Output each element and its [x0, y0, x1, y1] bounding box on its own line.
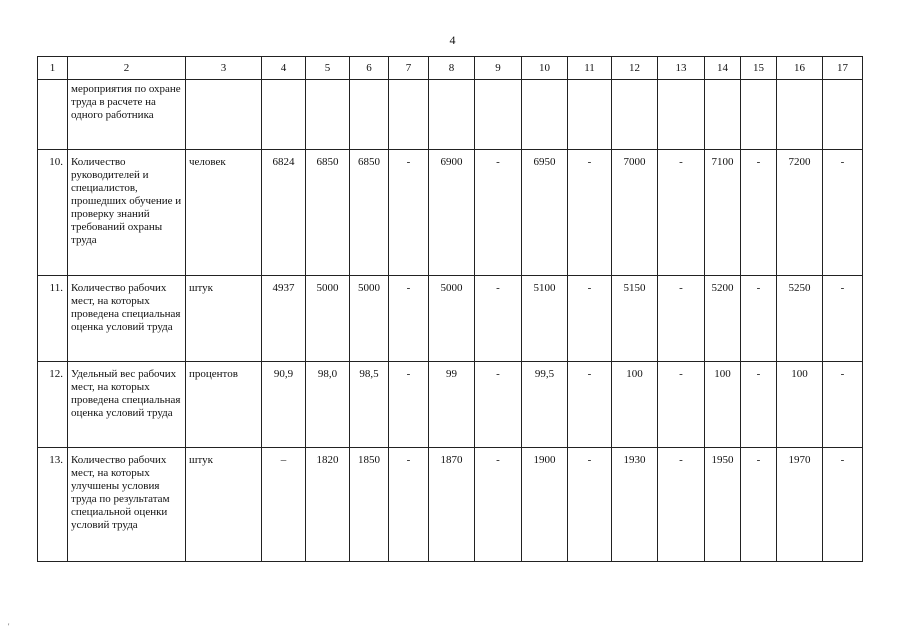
unit-of-measure: штук	[186, 276, 262, 362]
value-cell: 1930	[612, 448, 658, 562]
value-cell	[429, 80, 475, 150]
value-cell	[705, 80, 741, 150]
row-number: 13.	[38, 448, 68, 562]
value-cell	[389, 80, 429, 150]
row-number	[38, 80, 68, 150]
column-header: 16	[777, 57, 823, 80]
value-cell: 100	[612, 362, 658, 448]
column-header: 7	[389, 57, 429, 80]
value-cell	[306, 80, 350, 150]
value-cell	[658, 80, 705, 150]
table-body	[38, 57, 863, 562]
column-header: 10	[522, 57, 568, 80]
value-cell: -	[568, 150, 612, 276]
value-cell: 5200	[705, 276, 741, 362]
value-cell: 6824	[262, 150, 306, 276]
indicator-name: Количество рабочих мест, на которых проведена специальная оценка условий труда	[68, 276, 186, 362]
value-cell: -	[658, 150, 705, 276]
page-number: 4	[449, 33, 456, 47]
value-cell: -	[658, 362, 705, 448]
value-cell: -	[568, 448, 612, 562]
value-cell: -	[389, 276, 429, 362]
column-header: 15	[741, 57, 777, 80]
value-cell: -	[823, 362, 863, 448]
value-cell: -	[823, 150, 863, 276]
value-cell: 90,9	[262, 362, 306, 448]
value-cell: 7000	[612, 150, 658, 276]
value-cell: 6850	[350, 150, 389, 276]
value-cell: 5250	[777, 276, 823, 362]
value-cell: -	[568, 362, 612, 448]
value-cell: 6950	[522, 150, 568, 276]
value-cell: 1820	[306, 448, 350, 562]
column-header: 12	[612, 57, 658, 80]
value-cell: 6850	[306, 150, 350, 276]
table-row	[38, 276, 863, 362]
indicator-name: Количество рабочих мест, на которых улучшены условия труда по результатам специальной оценки условий труда	[68, 448, 186, 562]
value-cell: –	[262, 448, 306, 562]
unit-of-measure: процентов	[186, 362, 262, 448]
row-number: 11.	[38, 276, 68, 362]
value-cell: -	[475, 362, 522, 448]
table-row	[38, 80, 863, 150]
row-number: 12.	[38, 362, 68, 448]
value-cell: -	[741, 276, 777, 362]
value-cell: 100	[705, 362, 741, 448]
value-cell: -	[658, 448, 705, 562]
table-row	[38, 362, 863, 448]
column-header: 1	[38, 57, 68, 80]
table-row	[38, 150, 863, 276]
value-cell: 1950	[705, 448, 741, 562]
column-header: 13	[658, 57, 705, 80]
value-cell	[777, 80, 823, 150]
value-cell: 5000	[350, 276, 389, 362]
unit-of-measure	[186, 80, 262, 150]
value-cell: -	[823, 276, 863, 362]
column-header: 4	[262, 57, 306, 80]
value-cell: -	[475, 150, 522, 276]
value-cell: -	[741, 362, 777, 448]
column-header: 2	[68, 57, 186, 80]
value-cell: -	[475, 276, 522, 362]
column-header: 17	[823, 57, 863, 80]
row-number: 10.	[38, 150, 68, 276]
header-row	[38, 57, 863, 80]
column-header: 3	[186, 57, 262, 80]
stray-mark: '	[8, 622, 10, 631]
column-header: 14	[705, 57, 741, 80]
value-cell: -	[389, 150, 429, 276]
column-header: 6	[350, 57, 389, 80]
value-cell: 6900	[429, 150, 475, 276]
value-cell: -	[568, 276, 612, 362]
column-header: 9	[475, 57, 522, 80]
table-row	[38, 448, 863, 562]
value-cell	[350, 80, 389, 150]
value-cell: 1870	[429, 448, 475, 562]
value-cell: 5150	[612, 276, 658, 362]
value-cell: 1970	[777, 448, 823, 562]
value-cell	[823, 80, 863, 150]
value-cell: -	[741, 150, 777, 276]
value-cell	[612, 80, 658, 150]
value-cell: 4937	[262, 276, 306, 362]
indicator-name: Удельный вес рабочих мест, на которых проведена специальная оценка условий труда	[68, 362, 186, 448]
value-cell: 98,5	[350, 362, 389, 448]
value-cell: -	[389, 448, 429, 562]
value-cell: 99	[429, 362, 475, 448]
value-cell	[522, 80, 568, 150]
value-cell: 7200	[777, 150, 823, 276]
value-cell: -	[823, 448, 863, 562]
value-cell: 7100	[705, 150, 741, 276]
value-cell	[262, 80, 306, 150]
value-cell: 1900	[522, 448, 568, 562]
value-cell: 5100	[522, 276, 568, 362]
value-cell: 5000	[306, 276, 350, 362]
value-cell	[741, 80, 777, 150]
value-cell: -	[475, 448, 522, 562]
indicator-name: мероприятия по охране труда в расчете на одного работника	[68, 80, 186, 150]
value-cell: -	[741, 448, 777, 562]
value-cell: 5000	[429, 276, 475, 362]
value-cell	[475, 80, 522, 150]
value-cell: 99,5	[522, 362, 568, 448]
column-header: 8	[429, 57, 475, 80]
indicator-table	[37, 56, 863, 562]
column-header: 5	[306, 57, 350, 80]
value-cell: 100	[777, 362, 823, 448]
value-cell: -	[389, 362, 429, 448]
unit-of-measure: штук	[186, 448, 262, 562]
indicator-name: Количество руководителей и специалистов, прошедших обучение и проверку знаний требований охраны труда	[68, 150, 186, 276]
value-cell: 1850	[350, 448, 389, 562]
unit-of-measure: человек	[186, 150, 262, 276]
value-cell: 98,0	[306, 362, 350, 448]
value-cell	[568, 80, 612, 150]
value-cell: -	[658, 276, 705, 362]
column-header: 11	[568, 57, 612, 80]
